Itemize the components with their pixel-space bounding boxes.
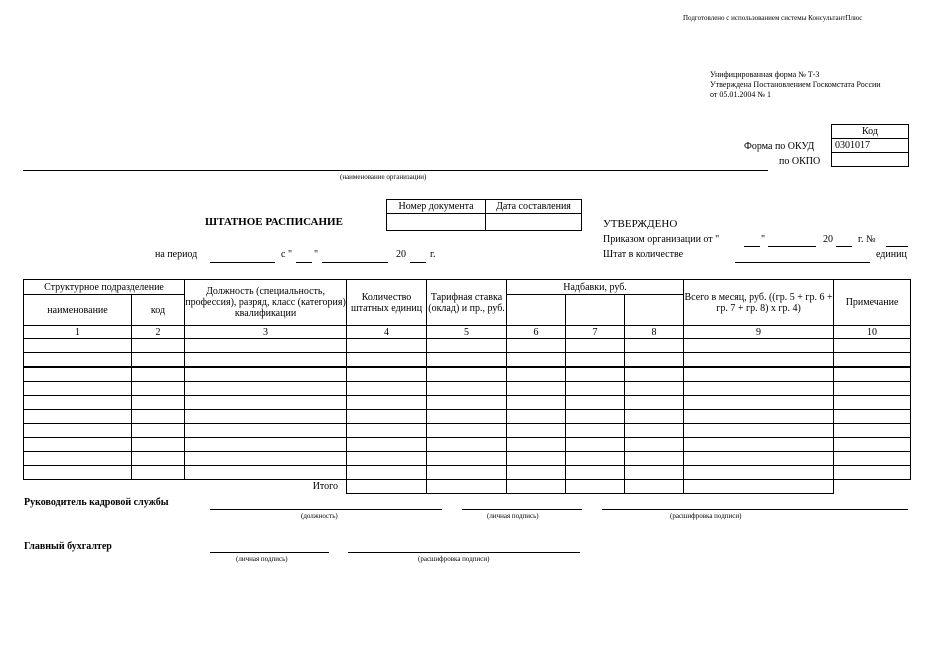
approved-order-quote: " xyxy=(761,234,766,245)
header-struct-group: Структурное подразделение xyxy=(24,280,185,295)
approved-title: УТВЕРЖДЕНО xyxy=(603,218,678,230)
total-bonus-7[interactable] xyxy=(566,480,625,494)
header-name: наименование xyxy=(24,295,132,326)
header-note: Примечание xyxy=(834,280,911,326)
header-bonus-group: Надбавки, руб. xyxy=(507,280,684,295)
order-month-line[interactable] xyxy=(768,246,816,247)
table-row[interactable] xyxy=(24,367,911,382)
order-number-line[interactable] xyxy=(886,246,908,247)
accountant-sign-line[interactable] xyxy=(210,552,329,553)
doc-number-table xyxy=(386,199,582,231)
doc-date-header: Дата составления xyxy=(486,200,582,214)
approved-staff-units: единиц xyxy=(876,249,907,260)
hr-position-caption: (должность) xyxy=(301,512,338,520)
period-day-line[interactable] xyxy=(296,262,312,263)
order-day-line[interactable] xyxy=(744,246,760,247)
approved-order-year: 20 xyxy=(823,234,833,245)
period-quote: " xyxy=(314,249,319,260)
header-bonus-8 xyxy=(625,295,684,326)
form-line-2: Утверждена Постановлением Госкомстата России xyxy=(710,80,881,89)
period-label: на период xyxy=(155,249,198,260)
header-total: Всего в месяц, руб. ((гр. 5 + гр. 6 + гр. 7 + гр. 8) х гр. 4) xyxy=(684,280,834,326)
header-position: Должность (специальность, профессия), разряд, класс (категория) квалификации xyxy=(185,280,347,326)
accountant-sign-caption: (личная подпись) xyxy=(236,555,288,563)
code-box xyxy=(831,124,909,167)
doc-date-value[interactable] xyxy=(486,214,582,231)
hr-head-label: Руководитель кадровой службы xyxy=(24,497,169,508)
table-row[interactable] xyxy=(24,339,911,353)
hr-sign-caption: (личная подпись) xyxy=(487,512,539,520)
period-year-suffix: г. xyxy=(430,249,436,260)
form-info xyxy=(710,70,881,100)
doc-title: ШТАТНОЕ РАСПИСАНИЕ xyxy=(205,216,343,228)
table-row[interactable] xyxy=(24,353,911,368)
period-line-1[interactable] xyxy=(210,262,275,263)
column-number: 3 xyxy=(185,326,347,339)
code-header: Код xyxy=(832,125,909,139)
approved-order-label: Приказом организации от " xyxy=(603,234,720,245)
table-row[interactable] xyxy=(24,382,911,396)
header-rate: Тарифная ставка (оклад) и пр., руб. xyxy=(427,280,507,326)
hr-decode-caption: (расшифровка подписи) xyxy=(670,512,742,520)
total-sum[interactable] xyxy=(684,480,834,494)
total-empty xyxy=(834,480,911,494)
column-number: 8 xyxy=(625,326,684,339)
period-from: с " xyxy=(281,249,293,260)
table-row[interactable] xyxy=(24,396,911,410)
hr-position-line[interactable] xyxy=(210,509,442,510)
header-bonus-7 xyxy=(566,295,625,326)
header-bonus-6 xyxy=(507,295,566,326)
total-bonus-8[interactable] xyxy=(625,480,684,494)
column-number: 9 xyxy=(684,326,834,339)
form-line-1: Унифицированная форма № Т-3 xyxy=(710,70,820,79)
order-year-line[interactable] xyxy=(836,246,852,247)
period-month-line[interactable] xyxy=(322,262,388,263)
hr-sign-line[interactable] xyxy=(462,509,582,510)
accountant-decode-caption: (расшифровка подписи) xyxy=(418,555,490,563)
okpo-value[interactable] xyxy=(832,153,909,167)
form-line-3: от 05.01.2004 № 1 xyxy=(710,90,772,99)
okud-value[interactable]: 0301017 xyxy=(832,139,909,153)
column-number: 6 xyxy=(507,326,566,339)
period-year: 20 xyxy=(396,249,406,260)
total-rate[interactable] xyxy=(427,480,507,494)
approved-staff-label: Штат в количестве xyxy=(603,249,684,260)
org-line[interactable] xyxy=(23,170,768,171)
org-caption: (наименование организации) xyxy=(340,173,427,181)
table-row[interactable] xyxy=(24,452,911,466)
table-row[interactable] xyxy=(24,410,911,424)
total-label: Итого xyxy=(312,481,339,493)
prepared-note: Подготовлено с использованием системы КонсультантПлюс xyxy=(683,14,863,22)
chief-accountant-label: Главный бухгалтер xyxy=(24,541,112,552)
total-row xyxy=(24,480,911,494)
total-bonus-6[interactable] xyxy=(507,480,566,494)
okpo-label: по ОКПО xyxy=(779,156,821,167)
header-code: код xyxy=(132,295,185,326)
staff-count-line[interactable] xyxy=(735,262,870,263)
staff-table xyxy=(23,279,911,494)
doc-number-header: Номер документа xyxy=(387,200,486,214)
doc-number-value[interactable] xyxy=(387,214,486,231)
column-number: 5 xyxy=(427,326,507,339)
period-year-line[interactable] xyxy=(410,262,426,263)
table-row[interactable] xyxy=(24,466,911,480)
table-row[interactable] xyxy=(24,438,911,452)
column-number: 1 xyxy=(24,326,132,339)
column-number: 4 xyxy=(347,326,427,339)
okud-label: Форма по ОКУД xyxy=(744,141,815,152)
column-number: 2 xyxy=(132,326,185,339)
accountant-decode-line[interactable] xyxy=(348,552,580,553)
column-number: 10 xyxy=(834,326,911,339)
header-count: Количество штатных единиц xyxy=(347,280,427,326)
total-count[interactable] xyxy=(347,480,427,494)
hr-decode-line[interactable] xyxy=(602,509,908,510)
approved-order-no: г. № xyxy=(858,234,876,245)
table-row[interactable] xyxy=(24,424,911,438)
column-number: 7 xyxy=(566,326,625,339)
